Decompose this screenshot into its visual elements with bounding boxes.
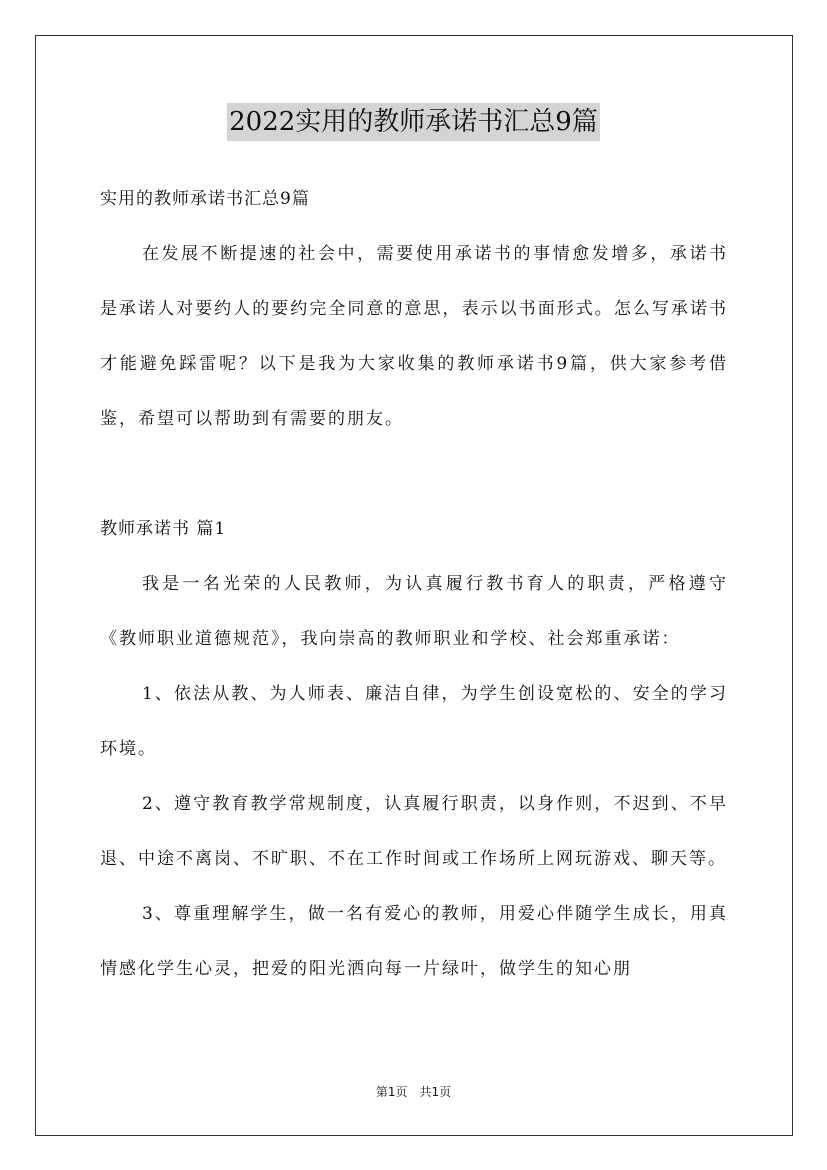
page-number: 第1页 xyxy=(375,1085,408,1099)
document-subtitle: 实用的教师承诺书汇总9篇 xyxy=(100,189,310,209)
page-total: 共1页 xyxy=(419,1085,452,1099)
intro-paragraph: 在发展不断提速的社会中，需要使用承诺书的事情愈发增多，承诺书是承诺人对要约人的要约完全同意的意思，表示以书面形式。怎么写承诺书才能避免踩雷呢？以下是我为大家收集的教师承诺书9篇，供大家参考借鉴，希望可以帮助到有需要的朋友。 xyxy=(100,244,728,429)
body-paragraph: 我是一名光荣的人民教师，为认真履行教书育人的职责，严格遵守《教师职业道德规范》，我向崇高的教师职业和学校、社会郑重承诺： xyxy=(100,574,728,649)
body-paragraph: 1、依法从教、为人师表、廉洁自律，为学生创设宽松的、安全的学习环境。 xyxy=(100,684,728,759)
document-body xyxy=(100,172,728,997)
page-footer xyxy=(0,1083,827,1100)
body-paragraph: 2、遵守教育教学常规制度，认真履行职责，以身作则，不迟到、不早退、中途不离岗、不旷职、不在工作时间或工作场所上网玩游戏、聊天等。 xyxy=(100,794,728,869)
document-title: 2022实用的教师承诺书汇总9篇 xyxy=(227,103,600,141)
document-title-row xyxy=(0,103,827,141)
section-heading: 教师承诺书 篇1 xyxy=(100,519,227,539)
body-paragraph: 3、尊重理解学生，做一名有爱心的教师，用爱心伴随学生成长，用真情感化学生心灵，把爱的阳光洒向每一片绿叶，做学生的知心朋 xyxy=(100,904,728,979)
